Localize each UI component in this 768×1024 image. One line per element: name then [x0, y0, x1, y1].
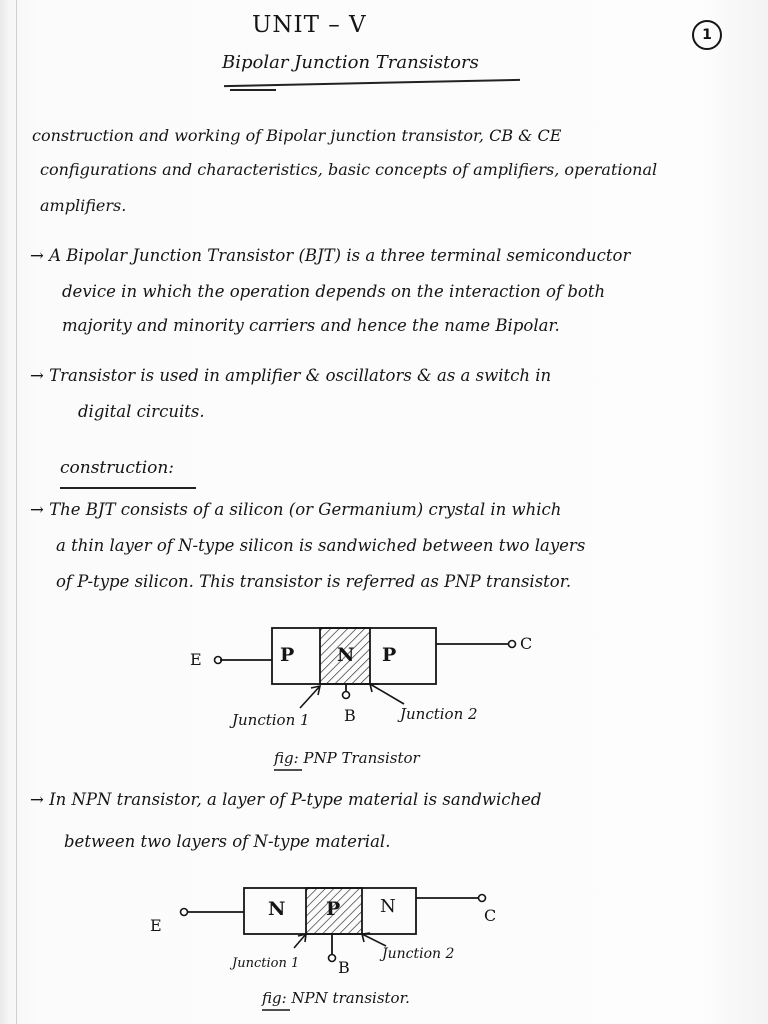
pnp-junction1-label: Junction 1: [232, 711, 310, 729]
pnp-junction2-label: Junction 2: [400, 705, 478, 723]
intro-para2-line2: digital circuits.: [78, 402, 205, 421]
npn-base-terminal: [329, 955, 336, 962]
construction-para1-line2: a thin layer of N-type silicon is sandwiched between two layers: [56, 536, 586, 555]
npn-junction2-arrow: [362, 934, 386, 946]
pnp-base-label: B: [344, 706, 356, 725]
npn-region-2: P: [326, 898, 341, 920]
npn-collector-label: C: [484, 906, 497, 925]
npn-region-1: N: [268, 898, 286, 920]
page-number: 1: [702, 27, 712, 43]
npn-emitter-terminal: [181, 909, 188, 916]
intro-para1-line3: majority and minority carriers and hence the name Bipolar.: [62, 316, 560, 335]
construction-para1-line3: of P-type silicon. This transistor is referred as PNP transistor.: [56, 572, 572, 591]
npn-emitter-label: E: [150, 916, 162, 935]
construction-para1-line1: → The BJT consists of a silicon (or Germanium) crystal in which: [30, 500, 562, 519]
npn-junction2-label: Junction 2: [382, 946, 455, 962]
npn-base-label: B: [338, 958, 350, 977]
page-title: Bipolar Junction Transistors: [222, 52, 479, 73]
npn-collector-terminal: [479, 895, 486, 902]
syllabus-line-1: construction and working of Bipolar junction transistor, CB & CE: [32, 126, 562, 145]
construction-para2-line1: → In NPN transistor, a layer of P-type material is sandwiched: [30, 790, 542, 809]
npn-caption: fig: NPN transistor.: [262, 989, 410, 1007]
pnp-region-2: N: [337, 644, 355, 666]
npn-region-3: N: [380, 896, 396, 917]
intro-para1-line2: device in which the operation depends on the interaction of both: [62, 282, 606, 301]
construction-para2-line2: between two layers of N-type material.: [64, 832, 391, 851]
intro-para1-line1: → A Bipolar Junction Transistor (BJT) is a three terminal semiconductor: [30, 246, 631, 265]
intro-para2-line1: → Transistor is used in amplifier & oscillators & as a switch in: [30, 366, 552, 385]
pnp-caption: fig: PNP Transistor: [274, 749, 420, 767]
pnp-collector-terminal: [509, 641, 516, 648]
npn-junction1-label: Junction 1: [232, 956, 300, 971]
pnp-collector-label: C: [520, 634, 533, 653]
pnp-base-terminal: [343, 692, 350, 699]
unit-heading: UNIT – Ⅴ: [252, 12, 367, 38]
syllabus-line-3: amplifiers.: [40, 196, 127, 215]
pnp-region-3: P: [382, 644, 397, 666]
construction-heading: construction:: [60, 458, 175, 478]
syllabus-line-2: configurations and characteristics, basic concepts of amplifiers, operational: [40, 160, 658, 179]
pnp-junction1-arrow: [300, 686, 320, 708]
pnp-emitter-label: E: [190, 650, 202, 669]
pnp-junction2-arrow: [370, 684, 404, 704]
pnp-region-1: P: [280, 644, 295, 666]
